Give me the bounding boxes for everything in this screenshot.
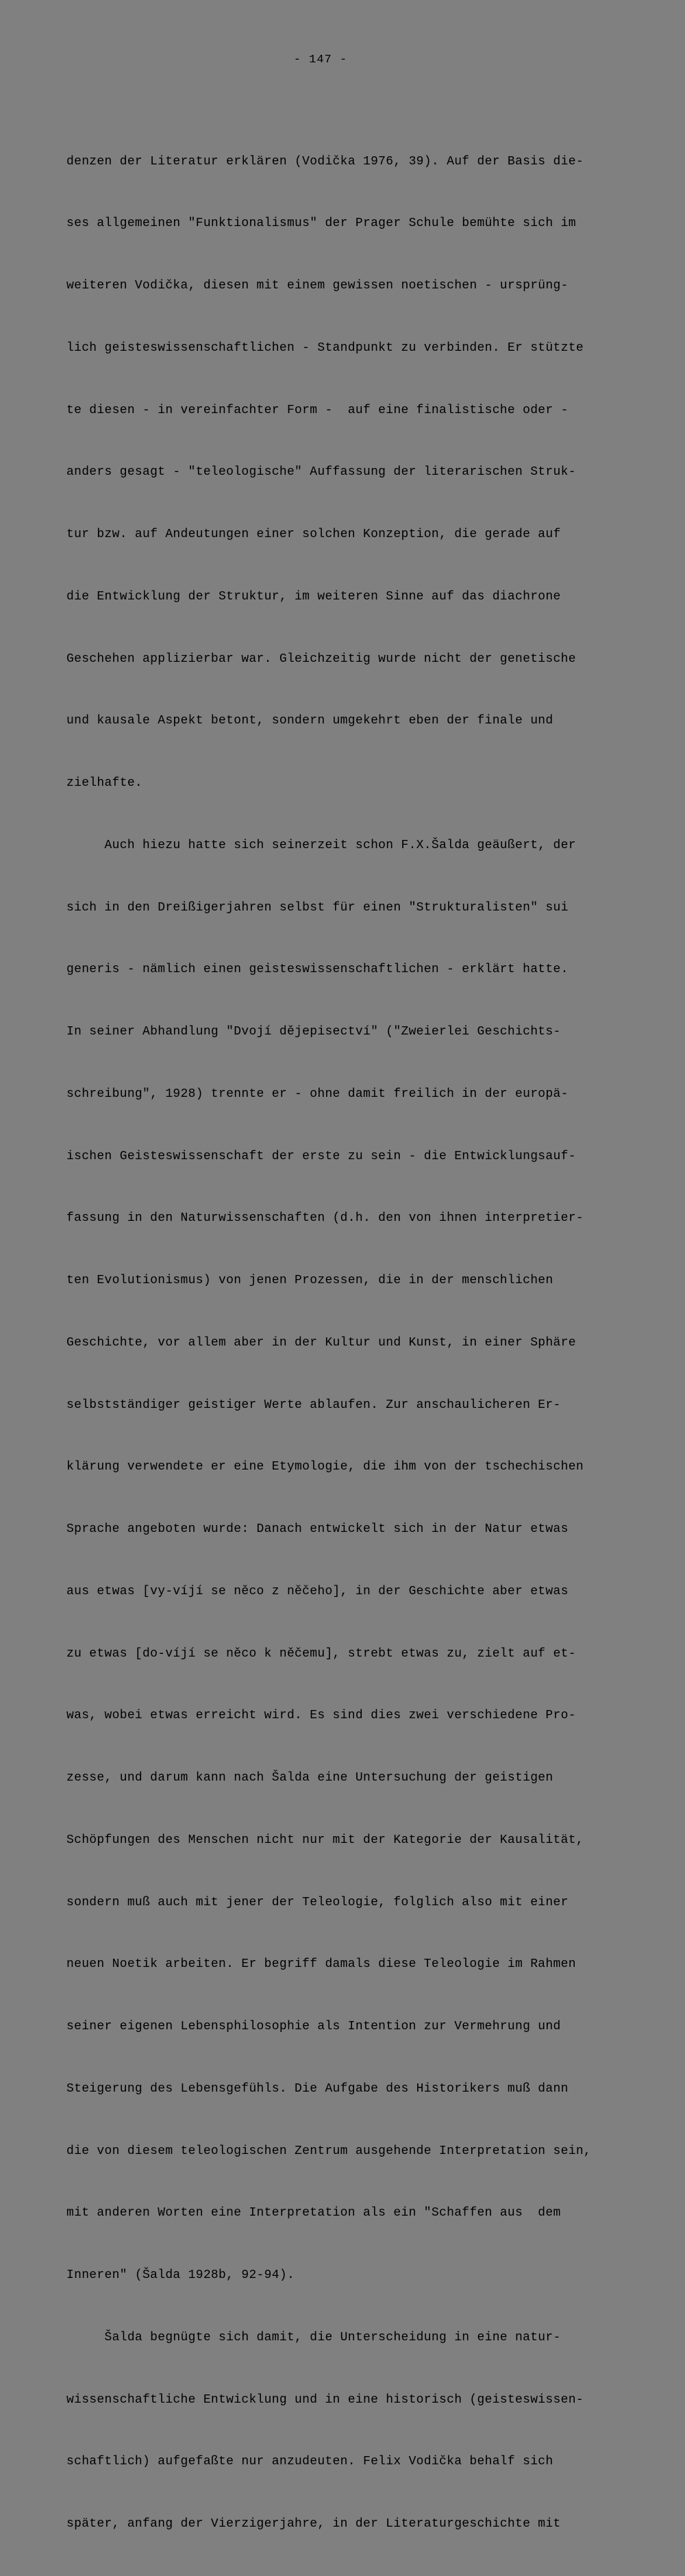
text-line: selbstständiger geistiger Werte ablaufen. Zur anschaulicheren Er- bbox=[66, 1398, 561, 1412]
text-line: tur bzw. auf Andeutungen einer solchen Konzeption, die gerade auf bbox=[66, 528, 561, 541]
text-line: Auch hiezu hatte sich seinerzeit schon F.X.Šalda geäußert, der bbox=[66, 838, 576, 852]
body-text bbox=[66, 110, 656, 2576]
text-line: Steigerung des Lebensgefühls. Die Aufgabe des Historikers muß dann bbox=[66, 2081, 569, 2096]
page-number: - 147 - bbox=[293, 53, 348, 66]
text-line: denzen der Literatur erklären (Vodička 1976, 39). Auf der Basis die- bbox=[66, 154, 584, 169]
text-line: später, anfang der Vierzigerjahre, in der Literaturgeschichte mit bbox=[66, 2517, 561, 2531]
text-line: te diesen - in vereinfachter Form - auf eine finalistische oder - bbox=[66, 403, 569, 417]
text-line: zielhafte. bbox=[66, 776, 143, 790]
text-line: sondern muß auch mit jener der Teleologie, folglich also mit einer bbox=[66, 1895, 569, 1909]
text-line: ten Evolutionismus) von jenen Prozessen, die in der menschlichen bbox=[66, 1274, 553, 1287]
text-line: lich geisteswissenschaftlichen - Standpunkt zu verbinden. Er stützte bbox=[66, 340, 584, 355]
text-line: zu etwas [do-víjí se něco k něčemu], strebt etwas zu, zielt auf et- bbox=[66, 1646, 576, 1661]
text-line: und kausale Aspekt betont, sondern umgekehrt eben der finale und bbox=[66, 714, 553, 728]
text-line: seiner eigenen Lebensphilosophie als Intention zur Vermehrung und bbox=[66, 2020, 561, 2033]
text-line: Sprache angeboten wurde: Danach entwickelt sich in der Natur etwas bbox=[66, 1522, 569, 1536]
text-line: aus etwas [vy-víjí se něco z něčeho], in der Geschichte aber etwas bbox=[66, 1584, 569, 1598]
text-line: schaftlich) aufgefaßte nur anzudeuten. Felix Vodička behalf sich bbox=[66, 2455, 553, 2469]
text-line: anders gesagt - "teleologische" Auffassung der literarischen Struk- bbox=[66, 465, 576, 480]
text-line: klärung verwendete er eine Etymologie, die ihm von der tschechischen bbox=[66, 1460, 584, 1474]
text-line: sich in den Dreißigerjahren selbst für einen "Strukturalisten" sui bbox=[66, 900, 569, 915]
text-line: mit anderen Worten eine Interpretation als ein "Schaffen aus dem bbox=[66, 2206, 561, 2220]
text-line: fassung in den Naturwissenschaften (d.h. den von ihnen interpretier- bbox=[66, 1211, 584, 1226]
text-line: was, wobei etwas erreicht wird. Es sind dies zwei verschiedene Pro- bbox=[66, 1709, 576, 1723]
text-line: die Entwicklung der Struktur, im weiteren Sinne auf das diachrone bbox=[66, 589, 561, 604]
text-line: schreibung", 1928) trennte er - ohne damit freilich in der europä- bbox=[66, 1087, 569, 1101]
text-line: die von diesem teleologischen Zentrum ausgehende Interpretation sein, bbox=[66, 2144, 592, 2158]
text-line: Šalda begnügte sich damit, die Unterscheidung in eine natur- bbox=[66, 2330, 561, 2344]
text-line: generis - nämlich einen geisteswissenschaftlichen - erklärt hatte. bbox=[66, 963, 569, 977]
text-line: ses allgemeinen "Funktionalismus" der Prager Schule bemühte sich im bbox=[66, 216, 576, 231]
text-line: ischen Geisteswissenschaft der erste zu sein - die Entwicklungsauf- bbox=[66, 1149, 576, 1163]
text-line: Schöpfungen des Menschen nicht nur mit der Kategorie der Kausalität, bbox=[66, 1833, 584, 1847]
text-line: weiteren Vodička, diesen mit einem gewissen noetischen - ursprüng- bbox=[66, 279, 569, 293]
text-line: Geschichte, vor allem aber in der Kultur und Kunst, in einer Sphäre bbox=[66, 1335, 576, 1350]
text-line: neuen Noetik arbeiten. Er begriff damals diese Teleologie im Rahmen bbox=[66, 1957, 576, 1972]
text-line: Geschehen applizierbar war. Gleichzeitig wurde nicht der genetische bbox=[66, 652, 576, 666]
text-line: zesse, und darum kann nach Šalda eine Untersuchung der geistigen bbox=[66, 1771, 553, 1785]
text-line: In seiner Abhandlung "Dvojí dějepisectví" ("Zweierlei Geschichts- bbox=[66, 1025, 561, 1039]
text-line: wissenschaftliche Entwicklung und in eine historisch (geisteswissen- bbox=[66, 2392, 584, 2407]
text-line: Inneren" (Šalda 1928b, 92-94). bbox=[66, 2268, 295, 2282]
